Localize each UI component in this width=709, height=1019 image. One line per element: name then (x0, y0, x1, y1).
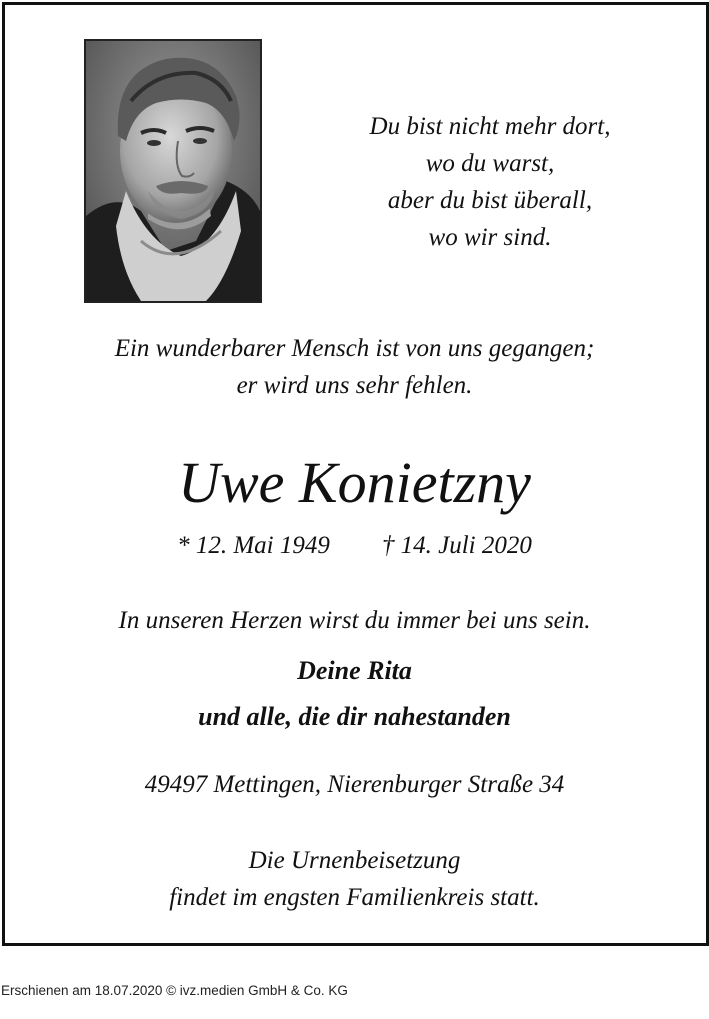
life-dates (0, 529, 709, 563)
intro-text (0, 330, 709, 404)
signatory-line: und alle, die dir nahestanden (198, 702, 511, 731)
signatories (0, 648, 709, 740)
intro-line: er wird uns sehr fehlen. (236, 372, 473, 399)
poem-verse (300, 108, 680, 256)
farewell-text: In unseren Herzen wirst du immer bei uns sein. (118, 607, 591, 634)
signatory-line: Deine Rita (297, 656, 412, 685)
poem-line: Du bist nicht mehr dort, (369, 113, 611, 140)
deceased-name: Uwe Konietzny (178, 450, 531, 515)
poem-line: wo du warst, (425, 150, 555, 177)
burial-notice (0, 842, 709, 916)
birth-date: * 12. Mai 1949 (177, 532, 330, 559)
address: 49497 Mettingen, Nierenburger Straße 34 (144, 771, 565, 798)
poem-line: wo wir sind. (428, 224, 552, 251)
burial-line: Die Urnenbeisetzung (248, 847, 461, 874)
burial-line: findet im engsten Familienkreis statt. (169, 884, 540, 911)
intro-line: Ein wunderbarer Mensch ist von uns gegangen; (114, 335, 595, 362)
poem-line: aber du bist überall, (387, 187, 593, 214)
portrait-photo (84, 39, 262, 303)
death-date: † 14. Juli 2020 (381, 532, 532, 559)
publication-footer: Erschienen am 18.07.2020 © ivz.medien GmbH & Co. KG (1, 983, 348, 998)
